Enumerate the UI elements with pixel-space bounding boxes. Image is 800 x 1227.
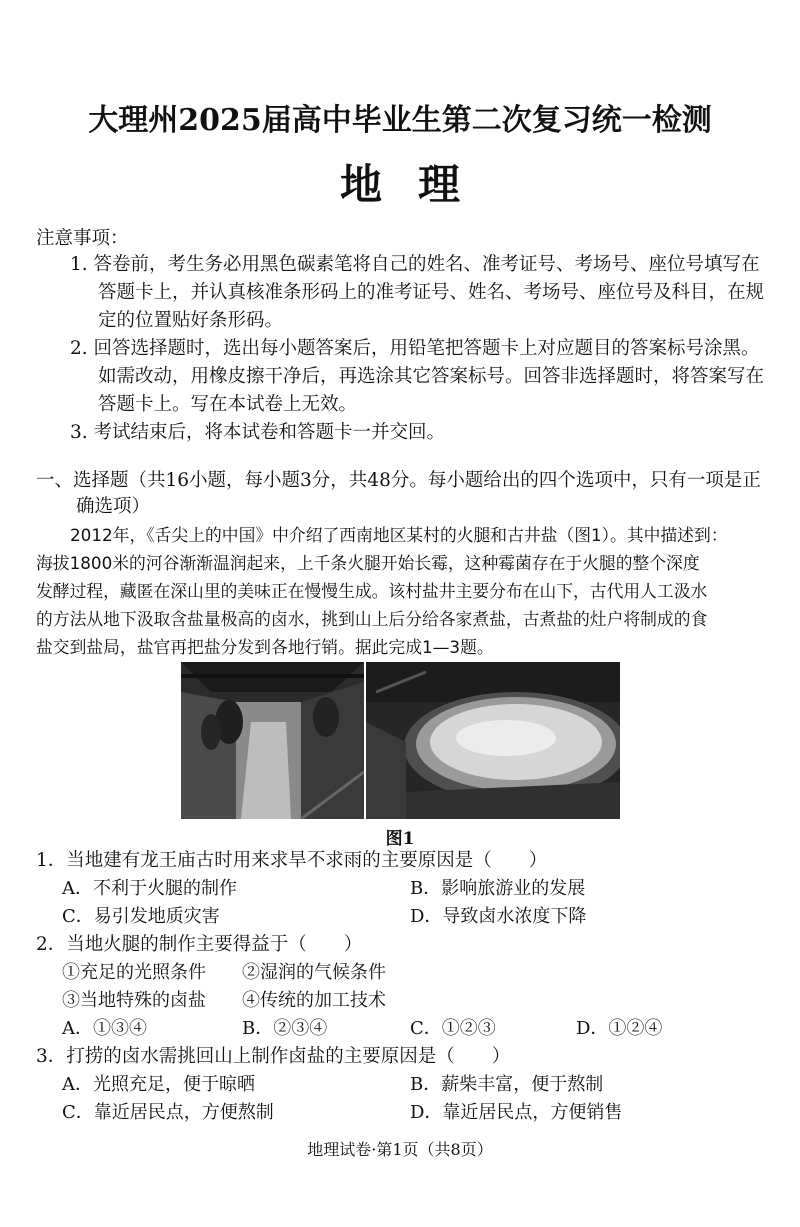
question-3-stem: 3．打捞的卤水需挑回山上制作卤盐的主要原因是（ ）: [36, 1046, 511, 1067]
q2-option-d[interactable]: D．①②④: [576, 1018, 663, 1039]
passage-line: 海拔1800米的河谷渐渐温润起来，上千条火腿开始长霉，这种霉菌存在于火腿的整个深度: [36, 553, 700, 573]
subject-title: 地理: [339, 160, 496, 209]
q3-option-d[interactable]: D．靠近居民点，方便销售: [410, 1102, 623, 1123]
note-line: 定的位置贴好条形码。: [98, 310, 284, 331]
figure-caption: 图1: [385, 829, 415, 849]
section-heading-cont: 确选项）: [76, 496, 151, 517]
page-footer: 地理试卷·第1页（共8页）: [307, 1140, 493, 1159]
note-line: 2. 回答选择题时，选出每小题答案后，用铅笔把答题卡上对应题目的答案标号涂黑。: [70, 338, 760, 359]
passage-line: 的方法从地下汲取含盐量极高的卤水，挑到山上后分给各家煮盐，古煮盐的灶户将制成的食: [36, 609, 708, 629]
passage-line: 盐交到盐局，盐官再把盐分发到各地行销。据此完成1—3题。: [36, 637, 494, 657]
ham-corridor-photo: [181, 662, 364, 819]
question-2-stem: 2．当地火腿的制作主要得益于（ ）: [36, 934, 363, 955]
note-line: 1. 答卷前，考生务必用黑色碳素笔将自己的姓名、准考证号、考场号、座位号填写在: [70, 254, 760, 275]
q2-item-2: ②湿润的气候条件: [242, 962, 386, 983]
q1-option-d[interactable]: D．导致卤水浓度下降: [410, 906, 587, 927]
q2-item-3: ③当地特殊的卤盐: [62, 990, 206, 1011]
q3-option-c[interactable]: C．靠近居民点，方便熬制: [62, 1102, 274, 1123]
q2-item-4: ④传统的加工技术: [242, 990, 386, 1011]
q2-option-a[interactable]: A．①③④: [62, 1018, 147, 1039]
exam-title: 大理州2025届高中毕业生第二次复习统一检测: [88, 103, 712, 138]
salt-pan-photo: [366, 662, 620, 819]
q2-item-1: ①充足的光照条件: [62, 962, 206, 983]
note-line: 如需改动，用橡皮擦干净后，再选涂其它答案标号。回答非选择题时，将答案写在: [98, 366, 765, 387]
q1-option-b[interactable]: B．影响旅游业的发展: [410, 878, 586, 899]
passage-line: 发酵过程，藏匿在深山里的美味正在慢慢生成。该村盐井主要分布在山下，古代用人工汲水: [36, 581, 708, 601]
q2-option-c[interactable]: C．①②③: [410, 1018, 496, 1039]
note-line: 3. 考试结束后，将本试卷和答题卡一并交回。: [70, 422, 446, 443]
q2-option-b[interactable]: B．②③④: [242, 1018, 328, 1039]
note-line: 答题卡上，并认真核准条形码上的准考证号、姓名、考场号、座位号及科目，在规: [98, 282, 765, 303]
q1-option-c[interactable]: C．易引发地质灾害: [62, 906, 220, 927]
q3-option-a[interactable]: A．光照充足，便于晾晒: [62, 1074, 255, 1095]
notes-heading: 注意事项：: [36, 228, 129, 249]
section-heading: 一、选择题（共16小题，每小题3分，共48分。每小题给出的四个选项中，只有一项是正: [36, 470, 761, 491]
question-1-stem: 1．当地建有龙王庙古时用来求旱不求雨的主要原因是（ ）: [36, 850, 548, 871]
note-line: 答题卡上。写在本试卷上无效。: [98, 394, 358, 415]
q1-option-a[interactable]: A．不利于火腿的制作: [62, 878, 237, 899]
passage-line: 2012年，《舌尖上的中国》中介绍了西南地区某村的火腿和古井盐（图1）。其中描述到：: [70, 525, 728, 545]
q3-option-b[interactable]: B．薪柴丰富，便于熬制: [410, 1074, 604, 1095]
